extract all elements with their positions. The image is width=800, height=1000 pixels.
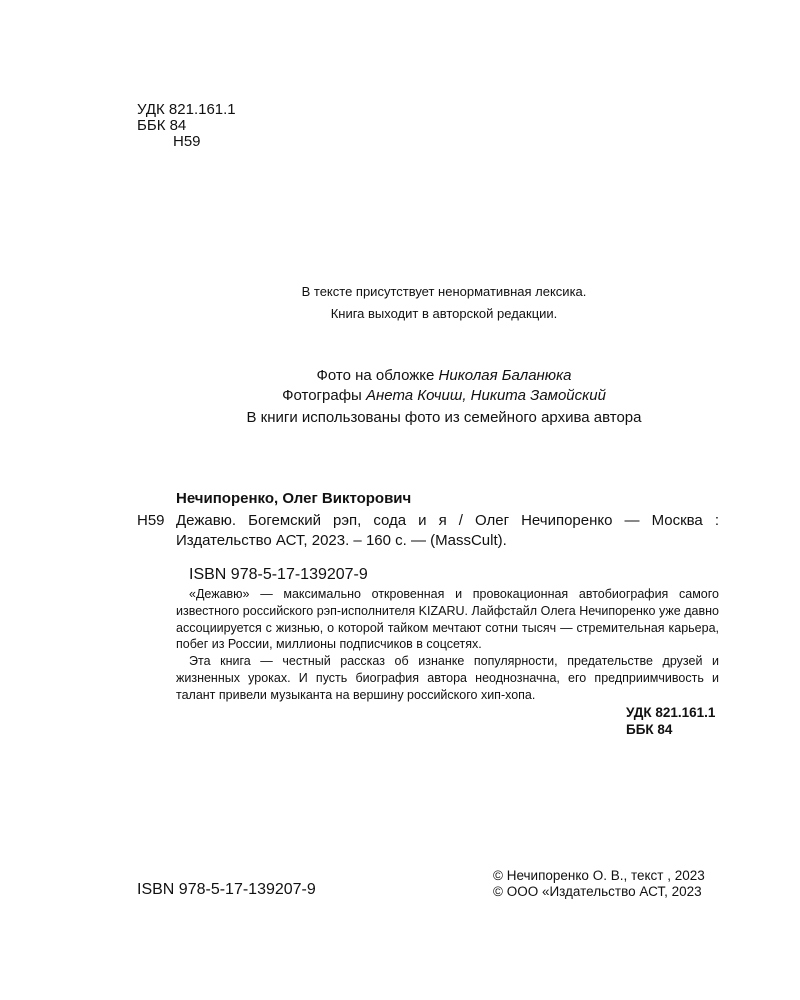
photographers-label: Фотографы — [282, 387, 362, 404]
catalog-isbn: ISBN 978-5-17-139207-9 — [189, 566, 368, 583]
cover-photo-credit — [0, 367, 800, 384]
copyright-publisher: © ООО «Издательство АСТ, 2023 — [493, 884, 702, 899]
author-code: Н59 — [173, 133, 201, 150]
copyright-block — [493, 868, 705, 900]
catalog-classification — [626, 705, 715, 738]
archive-note: В книги использованы фото из семейного архива автора — [246, 409, 642, 426]
catalog-publisher-line: Издательство АСТ, 2023. – 160 с. — (MassCult). — [176, 532, 507, 549]
catalog-code: Н59 — [137, 512, 165, 529]
annotation-paragraph-1: «Дежавю» — максимально откровенная и провокационная автобиография самого известного российского рэп-исполнителя KIZARU. Лайфстайл Олега Нечипоренко уже давно ассоциируется с жизнью, о которой тайком мечтают сотни тысяч — стремительная карьера, побег из России, миллионы подписчиков в соцсетях. — [176, 587, 719, 652]
profanity-notice: В тексте присутствует ненормативная лексика. — [301, 284, 587, 299]
bbk-code: ББК 84 — [137, 117, 187, 134]
edition-notice: Книга выходит в авторской редакции. — [330, 306, 558, 321]
photographers-names: Анета Кочиш, Никита Замойский — [366, 387, 606, 404]
photographers-credit — [0, 387, 800, 404]
copyright-author: © Нечипоренко О. В., текст , 2023 — [493, 868, 705, 883]
catalog-udk: УДК 821.161.1 — [626, 705, 716, 720]
cover-photo-label: Фото на обложке — [316, 367, 435, 384]
udk-code: УДК 821.161.1 — [137, 101, 236, 118]
catalog-bbk: ББК 84 — [626, 721, 673, 737]
classification-block — [137, 102, 236, 150]
cover-photo-name: Николая Баланюка — [438, 367, 572, 384]
annotation-paragraph-2: Эта книга — честный рассказ об изнанке популярности, предательстве друзей и жизненных уроках. И пусть биография автора неоднозначна, его предприимчивость и талант привели музыканта на вершину российского хип-хопа. — [176, 654, 719, 702]
annotation — [176, 586, 719, 704]
catalog-author: Нечипоренко, Олег Викторович — [176, 490, 412, 507]
catalog-title-line: Дежавю. Богемский рэп, сода и я / Олег Нечипоренко — Москва : — [176, 512, 719, 529]
footer-isbn: ISBN 978-5-17-139207-9 — [137, 881, 316, 898]
